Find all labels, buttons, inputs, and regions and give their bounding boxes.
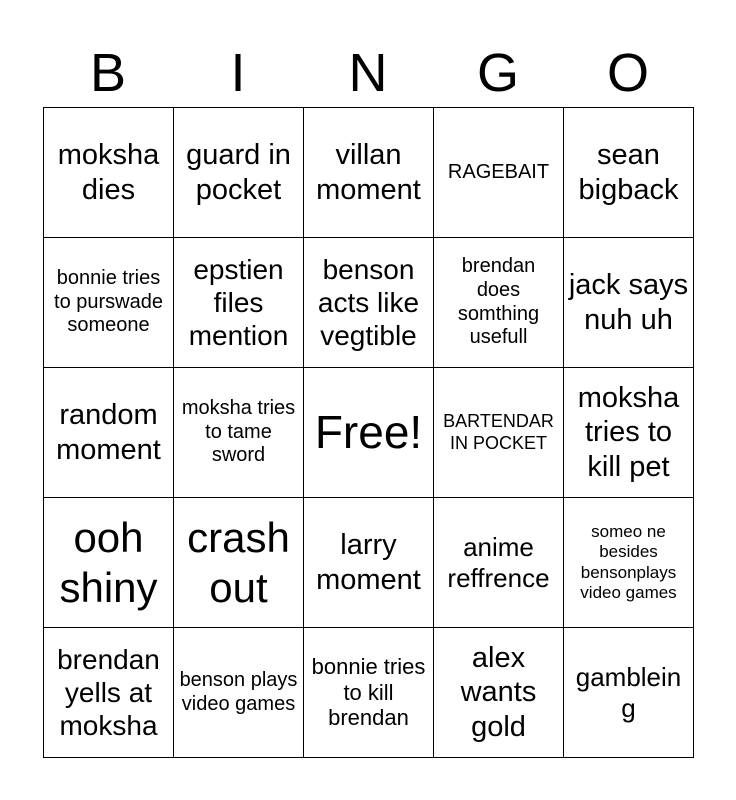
bingo-cell[interactable]: guard in pocket — [174, 108, 304, 238]
bingo-grid — [43, 107, 694, 758]
bingo-cell[interactable]: moksha tries to kill pet — [564, 368, 694, 498]
bingo-cell[interactable]: anime reffrence — [434, 498, 564, 628]
bingo-cell[interactable]: sean bigback — [564, 108, 694, 238]
bingo-cell[interactable]: ooh shiny — [44, 498, 174, 628]
grid-row — [44, 498, 694, 628]
header-letter-o: O — [606, 43, 649, 103]
header-letter-i: I — [230, 43, 246, 103]
bingo-cell[interactable]: larry moment — [304, 498, 434, 628]
bingo-cell[interactable]: crash out — [174, 498, 304, 628]
bingo-header — [43, 38, 693, 108]
bingo-cell[interactable]: RAGEBAIT — [434, 108, 564, 238]
grid-row — [44, 628, 694, 758]
bingo-cell[interactable]: epstien files mention — [174, 238, 304, 368]
grid-row — [44, 108, 694, 238]
free-space-cell[interactable]: Free! — [304, 368, 434, 498]
grid-row — [44, 368, 694, 498]
bingo-cell[interactable]: jack says nuh uh — [564, 238, 694, 368]
header-letter-g: G — [476, 43, 519, 103]
grid-row — [44, 238, 694, 368]
bingo-cell[interactable]: someo ne besides bensonplays video games — [564, 498, 694, 628]
header-letter-b: B — [89, 43, 127, 103]
bingo-cell[interactable]: benson plays video games — [174, 628, 304, 758]
bingo-cell[interactable]: bonnie tries to purswade someone — [44, 238, 174, 368]
bingo-cell[interactable]: brendan yells at moksha — [44, 628, 174, 758]
header-letter-n: N — [348, 43, 388, 103]
bingo-cell[interactable]: gamblein g — [564, 628, 694, 758]
bingo-cell[interactable]: villan moment — [304, 108, 434, 238]
bingo-cell[interactable]: brendan does somthing usefull — [434, 238, 564, 368]
bingo-cell[interactable]: benson acts like vegtible — [304, 238, 434, 368]
bingo-cell[interactable]: moksha tries to tame sword — [174, 368, 304, 498]
bingo-cell[interactable]: random moment — [44, 368, 174, 498]
bingo-cell[interactable]: bonnie tries to kill brendan — [304, 628, 434, 758]
bingo-cell[interactable]: alex wants gold — [434, 628, 564, 758]
bingo-cell[interactable]: moksha dies — [44, 108, 174, 238]
bingo-cell[interactable]: BARTENDAR IN POCKET — [434, 368, 564, 498]
